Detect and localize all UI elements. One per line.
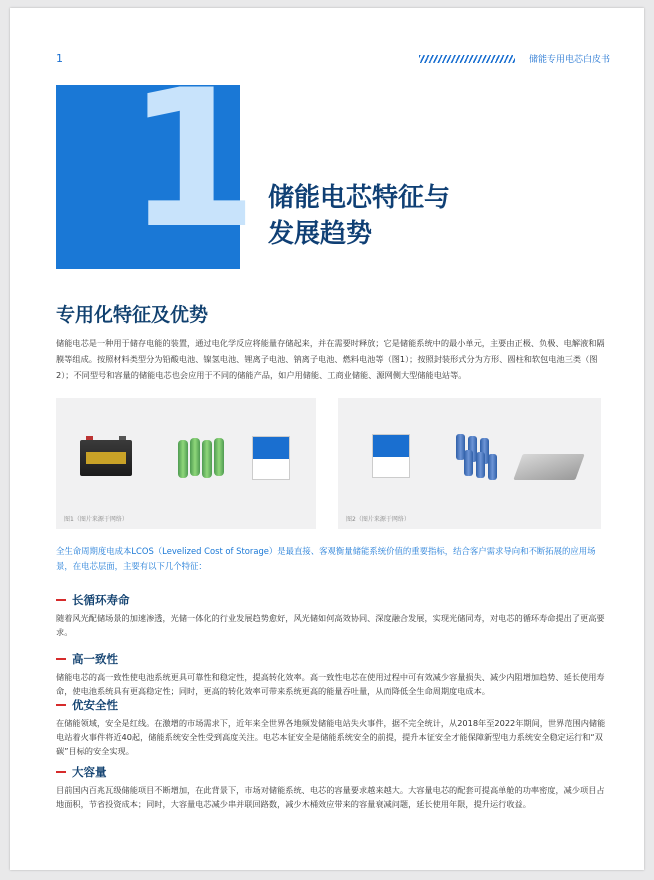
- figure-2-caption: 图2（图片来源于网络）: [346, 516, 410, 523]
- feature-body: 储能电芯的高一致性使电池系统更具可靠性和稳定性，提高转化效率。高一致性电芯在使用过程中可有效减少容量损失、减少内阻增加趋势、延长使用寿命，使电池系统具有更高稳定性；同时，更高的转化效率可带来系统更高的能量吞吐量，从而降低全生命周期度电成本。: [56, 672, 605, 696]
- figure-2: [338, 398, 601, 529]
- nimh-cells-image: [176, 434, 226, 486]
- lcos-lead-paragraph: 全生命周期度电成本LCOS（Levelized Cost of Storage）是最直接、客观衡量储能系统价值的重要指标，结合客户需求导向和不断拓展的应用场景，在电芯层面，主要有以下几个特征：: [56, 546, 596, 571]
- header-title: 储能专用电芯白皮书: [528, 55, 610, 65]
- feature-body: 随着风光配储场景的加速渗透，光储一体化的行业发展趋势愈好，风光储如何高效协同、深度融合发展，实现光储同寿，对电芯的循环寿命提出了更高要求。: [56, 613, 605, 637]
- red-marker: [56, 704, 66, 706]
- feature-body: 目前国内百兆瓦级储能项目不断增加，在此背景下，市场对储能系统、电芯的容量要求越来越大。大容量电芯的配套可提高单舱的功率密度，减少项目占地面积，节省投资成本；同时，大容量电芯减少串并联回路数，减少木桶效应带来的容量衰减问题，延长使用年限，提升运行收益。: [56, 785, 605, 809]
- feature-title: 高一致性: [72, 652, 118, 666]
- red-marker: [56, 771, 66, 773]
- pouch-cell-image: [513, 454, 584, 480]
- feature-long-cycle-life: [56, 592, 606, 639]
- feature-title: 长循环寿命: [72, 593, 130, 607]
- feature-title: 大容量: [72, 765, 107, 779]
- chapter-title: [268, 180, 568, 252]
- section-title: 专用化特征及优势: [56, 304, 209, 326]
- prismatic-cell-image: [372, 434, 410, 478]
- feature-body: 在储能领域，安全是红线。在激增的市场需求下，近年来全世界各地频发储能电站失火事件，据不完全统计，从2018年至2022年期间，世界范围内储能电站着火事件将近40起，储能系统安全性受到高度关注。电芯本征安全是储能系统安全的前提，提升本征安全才能保障新型电力系统安全稳定运行和“双碳”目标的安全实现。: [56, 718, 606, 756]
- red-marker: [56, 658, 66, 660]
- feature-title: 优安全性: [72, 698, 118, 712]
- figure-1: [56, 398, 316, 529]
- chapter-title-line-1: 储能电芯特征与: [268, 183, 451, 213]
- chapter-number-block: [56, 49, 259, 270]
- battery-box-image: [252, 436, 290, 480]
- figure-1-caption: 图1（图片来源于网络）: [64, 516, 128, 523]
- feature-high-consistency: [56, 651, 606, 698]
- feature-large-capacity: [56, 764, 606, 811]
- document-page: [10, 8, 644, 870]
- lead-acid-battery-image: [80, 440, 132, 476]
- page-number: 1: [56, 52, 63, 65]
- cylindrical-cells-image: [456, 434, 506, 486]
- header-stripes-decoration: [419, 55, 515, 63]
- chapter-title-line-2: 发展趋势: [268, 219, 373, 249]
- chapter-number: 1: [126, 49, 259, 270]
- section-intro: 储能电芯是一种用于储存电能的装置，通过电化学反应将能量存储起来，并在需要时释放；它是储能系统中的最小单元，主要由正极、负极、电解液和隔膜等组成。按照材料类型分为铅酸电池、镍氢电池、锂离子电池、钠离子电池、燃料电池等（图1）；按照封装形式分为方形、圆柱和软包电池三类（图2）；不同型号和容量的储能电芯也会应用于不同的储能产品，如户用储能、工商业储能、源网侧大型储能电站等。: [56, 338, 605, 380]
- feature-safety: [56, 697, 606, 758]
- red-marker: [56, 599, 66, 601]
- running-header: [419, 52, 610, 65]
